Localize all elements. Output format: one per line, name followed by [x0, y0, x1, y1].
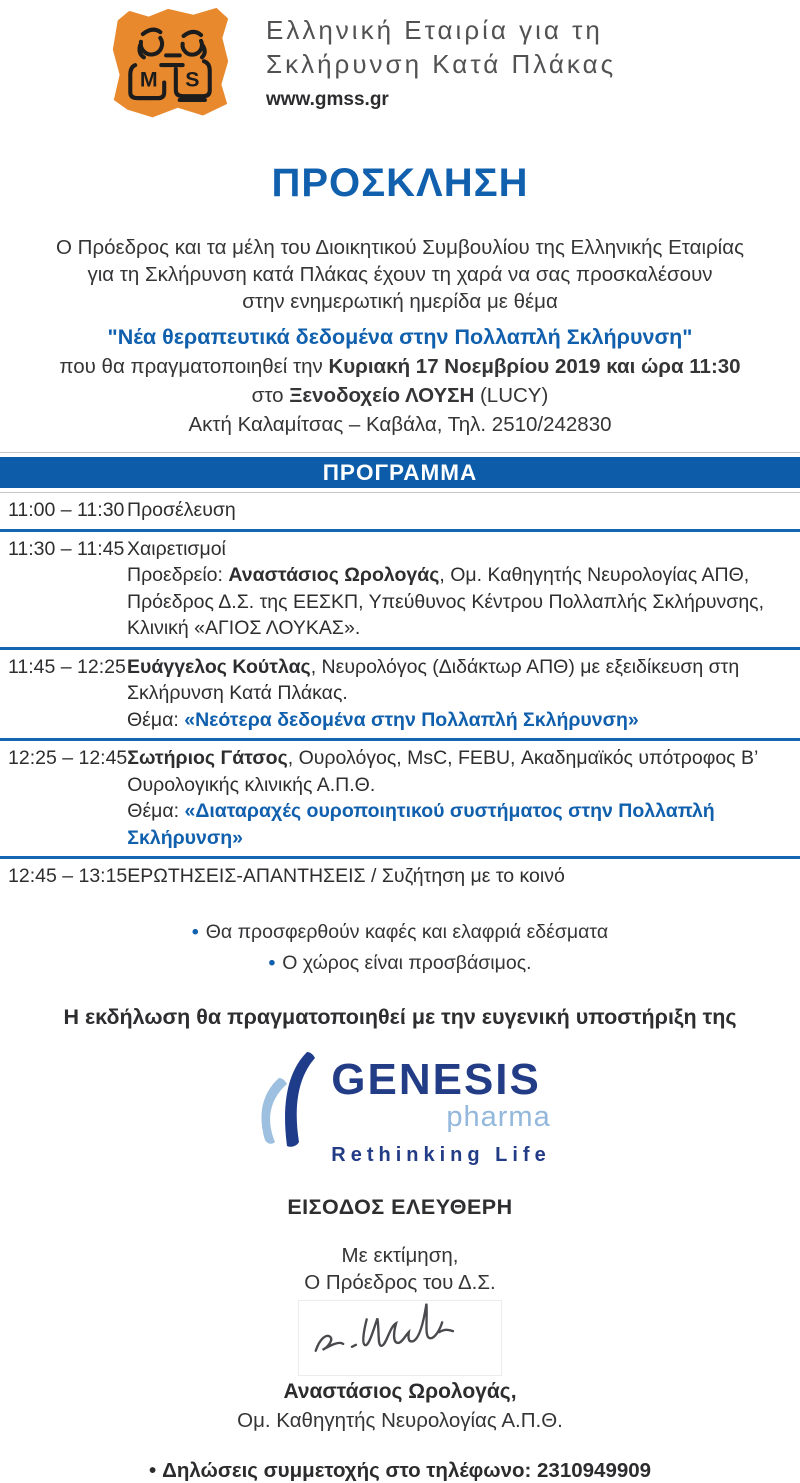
program-time: 11:00 – 11:30 [8, 499, 125, 521]
bullet-icon: • [191, 920, 199, 943]
text-segment: ΕΡΩΤΗΣΕΙΣ-ΑΠΑΝΤΗΣΕΙΣ / Συζήτηση με το κοινό [127, 865, 565, 887]
event-venue-line [0, 382, 800, 409]
org-block [266, 5, 616, 111]
note-item [0, 948, 800, 979]
text-segment: Κλινική «ΑΓΙΟΣ ΛΟΥΚΑΣ». [127, 617, 361, 639]
program-line [127, 798, 792, 825]
regards-line: Με εκτίμηση, [341, 1243, 459, 1267]
support-line: Η εκδήλωση θα πραγματοποιηθεί με την ευγενική υποστήριξη της [63, 1004, 737, 1029]
note-text: Ο χώρος είναι προσβάσιμος. [282, 951, 532, 974]
signature-scribble [302, 1303, 498, 1373]
invitation-title: ΠΡΟΣΚΛΗΣΗ [271, 161, 529, 205]
program-content [127, 536, 800, 642]
org-name-line1: Ελληνική Εταιρία για τη [266, 15, 603, 45]
program-row [0, 741, 800, 856]
program-line [127, 654, 792, 681]
program-content [127, 745, 800, 851]
ms-logo-letter-m: M [139, 67, 158, 92]
signer-title: Ομ. Καθηγητής Νευρολογίας Α.Π.Θ. [237, 1408, 563, 1432]
website-link[interactable]: www.gmss.gr [266, 89, 389, 110]
bullet-icon: • [268, 951, 276, 974]
text-segment: στο [251, 384, 290, 407]
program-line [127, 589, 792, 616]
text-segment: Ξενοδοχείο ΛΟΥΣΗ [289, 384, 475, 407]
sponsor-tagline: Rethinking Life [331, 1143, 551, 1166]
text-segment: Αναστάσιος Ωρολογάς [228, 564, 440, 586]
genesis-logo-mark [249, 1052, 327, 1160]
text-segment: Προεδρείο: [127, 564, 229, 586]
genesis-logo-text [331, 1046, 550, 1167]
signature-image [298, 1300, 502, 1376]
program-header-bar [0, 457, 800, 488]
program-line [127, 562, 792, 589]
program-content [127, 497, 800, 524]
program-row [0, 493, 800, 529]
note-item [0, 917, 800, 948]
text-segment: «Διαταραχές ουροποιητικού συστήματος στην Πολλαπλή [184, 800, 715, 822]
program-row [0, 650, 800, 739]
invitation-intro [0, 234, 800, 315]
closing-block [0, 1242, 800, 1296]
program-rows [0, 493, 800, 895]
program-row [0, 532, 800, 647]
program-content [127, 863, 800, 890]
program-time: 11:45 – 12:25 [8, 655, 126, 678]
text-segment: , Ομ. Καθηγητής Νευρολογίας ΑΠΘ, [439, 564, 750, 586]
free-entry-line: ΕΙΣΟΔΟΣ ΕΛΕΥΘΕΡΗ [287, 1194, 513, 1219]
notes-list [0, 917, 800, 979]
ms-logo-graphic [108, 5, 234, 123]
program-line [127, 497, 792, 524]
text-segment: που θα πραγματοποιηθεί την [59, 355, 329, 378]
program-time: 12:25 – 12:45 [8, 747, 128, 769]
text-segment: Προσέλευση [127, 499, 236, 521]
registration-text: Δηλώσεις συμμετοχής στο τηλέφωνο: 2310949909 [162, 1458, 652, 1482]
program-line [127, 772, 792, 799]
program-line [127, 825, 792, 852]
genesis-pharma-logo [0, 1046, 800, 1167]
program-header-label: ΠΡΟΓΡΑΜΜΑ [322, 460, 478, 485]
program-line [127, 745, 792, 772]
sponsor-name: GENESIS [331, 1054, 541, 1104]
intro-line-1: Ο Πρόεδρος και τα μέλη του Διοικητικού Συμβουλίου της Ελληνικής Εταιρίας [56, 236, 744, 259]
program-line [127, 680, 792, 707]
intro-line-2: για τη Σκλήρυνση κατά Πλάκας έχουν τη χαρά να σας προσκαλέσουν [87, 263, 713, 286]
text-segment: , Ουρολόγος, MsC, FEBU, Ακαδημαϊκός υπότροφος Β’ [287, 747, 759, 769]
text-segment: Ουρολογικής κλινικής Α.Π.Θ. [127, 773, 376, 796]
bullet-icon: • [148, 1458, 157, 1482]
text-segment: Σωτήριος Γάτσος [127, 747, 288, 769]
text-segment: Θέμα: [127, 708, 185, 731]
sponsor-sub: pharma [446, 1100, 551, 1133]
program-section [0, 452, 800, 895]
program-line [127, 615, 792, 642]
header [0, 0, 800, 123]
president-line: Ο Πρόεδρος του Δ.Σ. [304, 1270, 496, 1294]
program-content [127, 654, 800, 734]
registration-line [0, 1459, 800, 1483]
signer-name: Αναστάσιος Ωρολογάς, [283, 1379, 517, 1403]
text-segment: Σκλήρυνση» [127, 826, 243, 849]
text-segment: , Νευρολόγος (Διδάκτωρ ΑΠΘ) με εξειδίκευση στη [310, 655, 740, 678]
program-row [0, 859, 800, 895]
rule-above-program-bar [0, 452, 800, 453]
program-time: 12:45 – 13:15 [8, 865, 128, 887]
event-date-line [0, 353, 800, 380]
event-address: Ακτή Καλαμίτσας – Καβάλα, Τηλ. 2510/242830 [188, 413, 612, 436]
program-line [127, 536, 792, 563]
org-name-line2: Σκλήρυνση Κατά Πλάκας [266, 49, 617, 79]
text-segment: Χαιρετισμοί [127, 537, 226, 560]
program-line [127, 863, 792, 890]
event-theme: "Νέα θεραπευτικά δεδομένα στην Πολλαπλή Σκλήρυνση" [107, 325, 693, 349]
text-segment: Σκλήρυνση Κατά Πλάκας. [127, 682, 348, 704]
text-segment: «Νεότερα δεδομένα στην Πολλαπλή Σκλήρυνση» [184, 708, 639, 731]
text-segment: (LUCY) [474, 384, 549, 407]
ms-logo-letter-s: S [185, 67, 200, 92]
text-segment: Κυριακή 17 Νοεμβρίου 2019 και ώρα 11:30 [328, 355, 741, 378]
ms-society-logo [108, 5, 234, 123]
text-segment: Θέμα: [127, 800, 185, 822]
text-segment: Ευάγγελος Κούτλας [127, 655, 311, 678]
program-line [127, 707, 792, 734]
text-segment: Πρόεδρος Δ.Σ. της ΕΕΣΚΠ, Υπεύθυνος Κέντρου Πολλαπλής Σκλήρυνσης, [127, 590, 764, 613]
note-text: Θα προσφερθούν καφές και ελαφριά εδέσματα [205, 920, 609, 943]
intro-line-3: στην ενημερωτική ημερίδα με θέμα [242, 290, 558, 313]
program-time: 11:30 – 11:45 [8, 537, 125, 560]
